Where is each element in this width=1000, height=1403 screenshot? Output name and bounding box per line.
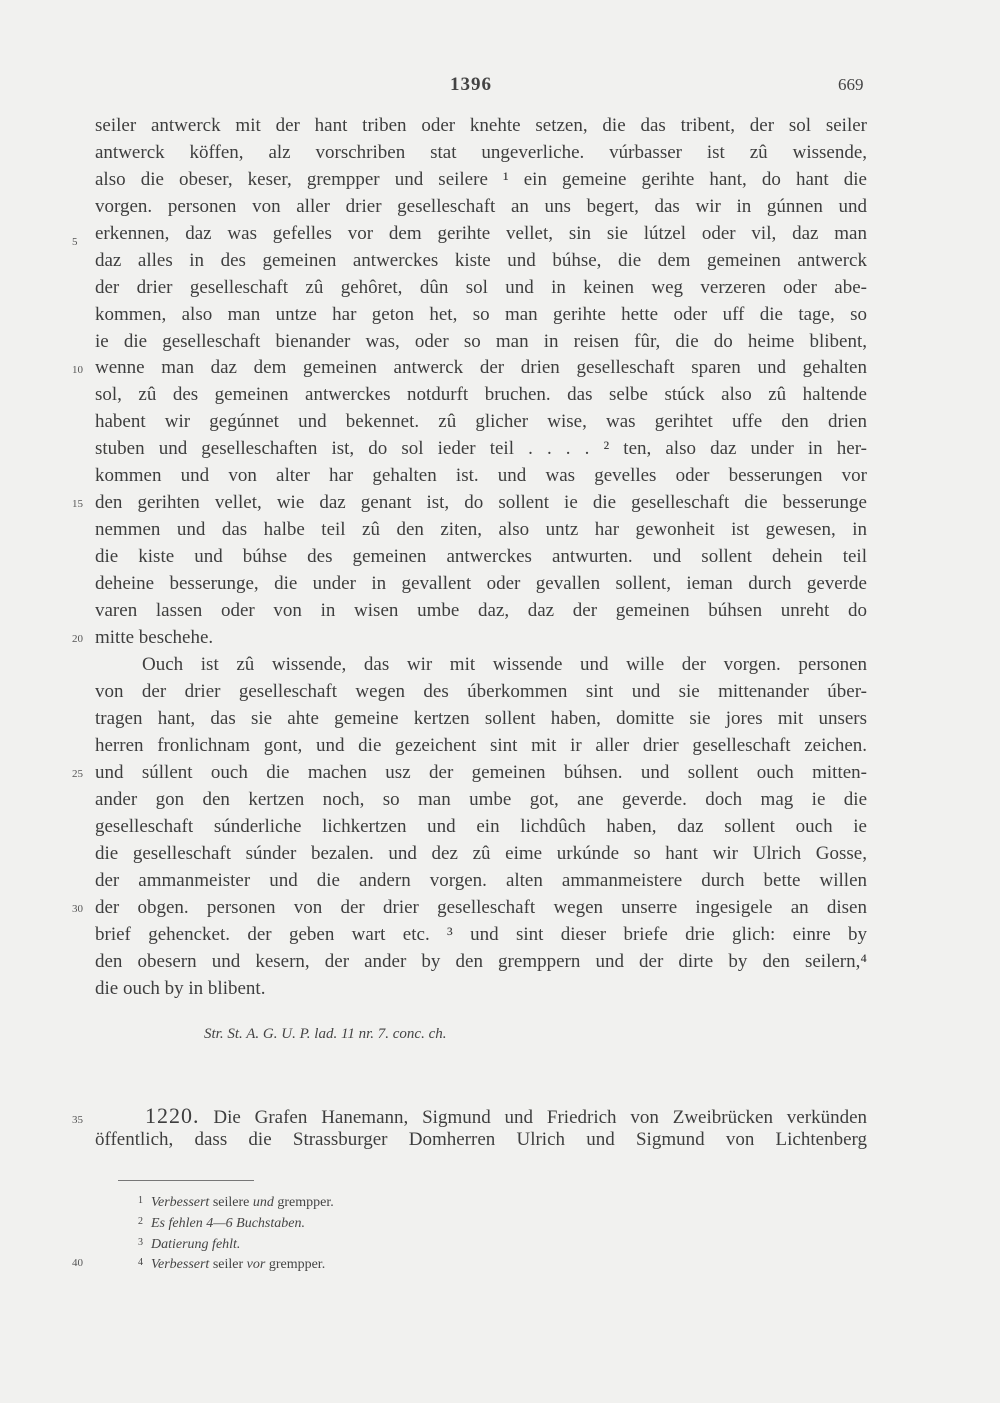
text-line: deheine besserunge, die under in gevallent oder gevallen sollent, ieman durch geverde xyxy=(95,573,867,594)
footnote-italic: und xyxy=(252,1195,274,1210)
text-line: den gerihten vellet, wie daz genant ist, do sollent ie die geselleschaft die besserunge xyxy=(95,492,867,513)
header-year: 1396 xyxy=(450,74,492,95)
text-line: die geselleschaft súnder bezalen. und dez zû eime urkúnde so hant wir Ulrich Gosse, xyxy=(95,843,867,864)
text-line: den obesern und kesern, der ander by den gremppern und der dirte by den seilern,⁴ xyxy=(95,951,867,972)
text-line: habent wir gegúnnet und bekennet. zû glicher wise, was gerihtet uffe den drien xyxy=(95,411,867,432)
line-number: 25 xyxy=(72,768,83,780)
text-line: ander gon den kertzen noch, so man umbe got, ane geverde. doch mag ie die xyxy=(95,789,867,810)
footnote-italic: vor xyxy=(246,1257,266,1272)
text-line: kommen, also man untze har geton het, so man gerihte hette oder uff die tage, so xyxy=(95,304,867,325)
text-line: antwerck köffen, alz vorschriben stat ungeverliche. vúrbasser ist zû wissende, xyxy=(95,142,867,163)
text-line: seiler antwerck mit der hant triben oder knehte setzen, die das tribent, der sol seiler xyxy=(95,115,867,136)
footnote-italic: Datierung fehlt. xyxy=(151,1237,241,1252)
line-number: 15 xyxy=(72,498,83,510)
text-line: kommen und von alter har gehalten ist. und was gevelles oder besserungen vor xyxy=(95,465,867,486)
footnote-mark: 4 xyxy=(138,1257,143,1268)
text-line: Ouch ist zû wissende, das wir mit wissende und wille der vorgen. personen xyxy=(142,654,867,675)
text-line: geselleschaft súnderliche lichkertzen und ein lichdûch haben, daz sollent ouch ie xyxy=(95,816,867,837)
footnote-text: grempper. xyxy=(273,1195,334,1210)
footnote-divider xyxy=(118,1180,254,1181)
text-line: der drier geselleschaft zû gehôret, dûn sol und in keinen weg verzeren oder abe- xyxy=(95,277,867,298)
footnote-mark: 1 xyxy=(138,1195,143,1206)
text-line: varen lassen oder von in wisen umbe daz, daz der gemeinen búhsen unreht do xyxy=(95,600,867,621)
footnote-italic: Verbessert xyxy=(151,1257,210,1272)
footnote-italic: Verbessert xyxy=(151,1195,210,1210)
text-line: der obgen. personen von der drier geselleschaft wegen unserre ingesigele an disen xyxy=(95,897,867,918)
text-line: stuben und geselleschaften ist, do sol ieder teil . . . . ² ten, also daz under in her- xyxy=(95,438,867,459)
text-line: sol, zû des gemeinen antwerckes notdurft bruchen. das selbe stúck also zû haltende xyxy=(95,384,867,405)
text-line: mitte beschehe. xyxy=(95,627,214,648)
footnote xyxy=(138,1257,325,1273)
footnote-text: grempper. xyxy=(265,1257,326,1272)
line-number: 10 xyxy=(72,364,83,376)
footnote xyxy=(138,1216,305,1232)
text-line: tragen hant, das sie ahte gemeine kertzen sollent haben, domitte sie jores mit unsers xyxy=(95,708,867,729)
line-number: 40 xyxy=(72,1257,83,1269)
footnote xyxy=(138,1195,334,1211)
text-line: der ammanmeister und die andern vorgen. alten ammanmeistere durch bette willen xyxy=(95,870,867,891)
footnote-mark: 2 xyxy=(138,1216,143,1227)
text-line: die kiste und búhse des gemeinen antwerckes antwurten. und sollent dehein teil xyxy=(95,546,867,567)
text-line: also die obeser, keser, grempper und seilere ¹ ein gemeine gerihte hant, do hant die xyxy=(95,169,867,190)
entry-number: 1220. xyxy=(145,1103,200,1128)
text-line: von der drier geselleschaft wegen des úberkommen sint und sie mittenander úber- xyxy=(95,681,867,702)
footnote xyxy=(138,1237,240,1253)
line-number: 20 xyxy=(72,633,83,645)
line-number: 5 xyxy=(72,236,78,248)
page-number: 669 xyxy=(838,75,864,94)
entry-text-line: öffentlich, dass die Strassburger Domherren Ulrich und Sigmund von Lichtenberg xyxy=(95,1129,867,1150)
footnote-text: seilere xyxy=(209,1195,253,1210)
text-line: brief gehencket. der geben wart etc. ³ und sint dieser briefe drie glich: einre by xyxy=(95,924,867,945)
text-line: die ouch by in blibent. xyxy=(95,978,266,999)
entry-text: Die Grafen Hanemann, Sigmund und Friedrich von Zweibrücken verkünden xyxy=(213,1107,867,1128)
text-line: nemmen und das halbe teil zû den ziten, also untz har gewonheit ist gewesen, in xyxy=(95,519,867,540)
footnote-text: seiler xyxy=(209,1257,247,1272)
text-line: vorgen. personen von aller drier geselleschaft an uns begert, das wir in gúnnen und xyxy=(95,196,867,217)
text-line: herren fronlichnam gont, und die gezeichent sint mit ir aller drier geselleschaft zeichen. xyxy=(95,735,867,756)
text-line: ie die geselleschaft bienander was, oder so man in reisen fûr, die do heime blibent, xyxy=(95,331,867,352)
text-line: und súllent ouch die machen usz der gemeinen búhsen. und sollent ouch mitten- xyxy=(95,762,867,783)
text-line: daz alles in des gemeinen antwerckes kiste und búhse, die dem gemeinen antwerck xyxy=(95,250,867,271)
source-citation: Str. St. A. G. U. P. lad. 11 nr. 7. conc. ch. xyxy=(204,1026,447,1042)
line-number: 35 xyxy=(72,1114,83,1126)
footnote-mark: 3 xyxy=(138,1237,143,1248)
entry-heading-line xyxy=(145,1103,867,1129)
text-line: erkennen, daz was gefelles vor dem gerihte vellet, sin sie lútzel oder vil, daz man xyxy=(95,223,867,244)
line-number: 30 xyxy=(72,903,83,915)
text-line: wenne man daz dem gemeinen antwerck der drien geselleschaft sparen und gehalten xyxy=(95,357,867,378)
footnote-italic: Es fehlen 4—6 Buchstaben. xyxy=(151,1216,305,1231)
